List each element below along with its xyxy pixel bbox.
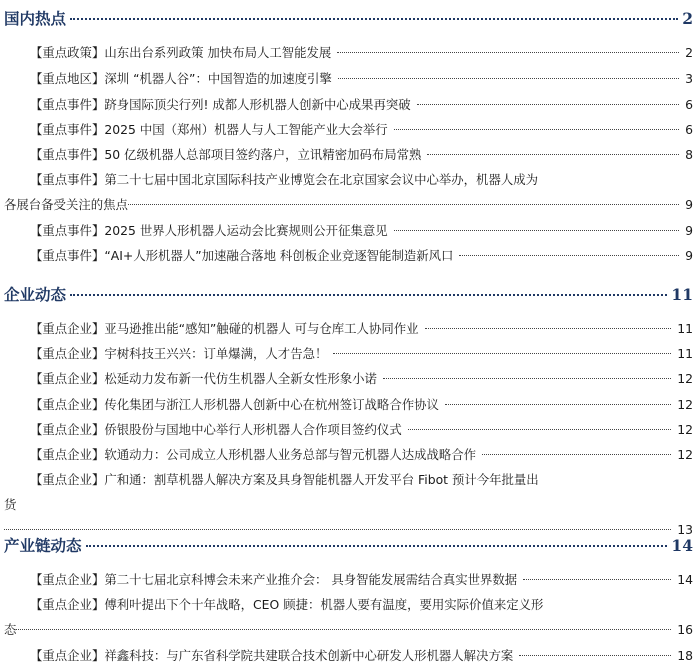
dot-leader: [70, 294, 667, 296]
dot-leader: [408, 429, 672, 430]
toc-entry-page: 8: [685, 147, 693, 162]
toc-entry-page: 6: [685, 97, 693, 112]
toc-entry[interactable]: [30, 316, 693, 341]
toc-entry-page: 12: [677, 422, 693, 437]
toc-entry-label: 【重点企业】祥鑫科技：与广东省科学院共建联合技术创新中心研发人形机器人解决方案: [30, 648, 514, 663]
dot-leader: [523, 579, 671, 580]
toc-entry-label: 【重点企业】广和通：割草机器人解决方案及具身智能机器人开发平台 Fibot 预计今年批量出: [30, 472, 539, 487]
toc-entry-page: 9: [685, 248, 693, 263]
section-title: 产业链动态: [4, 536, 82, 555]
dot-leader: [394, 129, 679, 130]
toc-entry[interactable]: [30, 417, 693, 442]
dot-leader: [383, 378, 671, 379]
toc-entry[interactable]: [30, 243, 693, 268]
dot-leader: [4, 529, 671, 530]
toc-entry-label: 【重点事件】第二十七届中国北京国际科技产业博览会在北京国家会议中心举办，机器人成为: [30, 172, 539, 187]
dot-leader: [70, 18, 678, 20]
toc-entry[interactable]: [30, 643, 693, 668]
dot-leader: [482, 454, 671, 455]
toc-entry-page: 13: [677, 522, 693, 537]
toc-entry[interactable]: [4, 467, 693, 542]
toc-entry-label-continued: 态: [4, 622, 17, 637]
dot-leader: [16, 629, 671, 630]
toc-section-heading[interactable]: [4, 534, 693, 556]
toc-entry[interactable]: [30, 40, 693, 65]
toc-entry[interactable]: [30, 392, 693, 417]
toc-section-heading[interactable]: [4, 283, 693, 305]
toc-entry-label: 【重点事件】“AI+人形机器人”加速融合落地 科创板企业竞逐智能制造新风口: [30, 248, 454, 263]
toc-entry[interactable]: [30, 117, 693, 142]
dot-leader: [427, 154, 679, 155]
toc-entry[interactable]: [30, 218, 693, 243]
section-page-number: 14: [671, 536, 693, 555]
toc-entry-page: 9: [685, 223, 693, 238]
toc-entry-page: 2: [685, 45, 693, 60]
toc-section-heading[interactable]: [4, 7, 693, 29]
dot-leader: [417, 104, 679, 105]
toc-entry-page: 3: [685, 71, 693, 86]
toc-entry-page: 11: [677, 346, 693, 361]
section-title: 企业动态: [4, 285, 67, 304]
dot-leader: [338, 78, 679, 79]
toc-entry-label: 【重点事件】50 亿级机器人总部项目签约落户，立讯精密加码布局常熟: [30, 147, 422, 162]
toc-entry[interactable]: [4, 167, 693, 217]
dot-leader: [333, 353, 671, 354]
toc-entry-label: 【重点企业】传化集团与浙江人形机器人创新中心在杭州签订战略合作协议: [30, 397, 439, 412]
toc-entry[interactable]: [30, 567, 693, 592]
toc-entry[interactable]: [30, 142, 693, 167]
dot-leader: [86, 545, 668, 547]
dot-leader: [394, 230, 679, 231]
toc-entry[interactable]: [30, 366, 693, 391]
toc-entry-label: 【重点企业】侨银股份与国地中心举行人形机器人合作项目签约仪式: [30, 422, 402, 437]
toc-entry-label: 【重点事件】2025 中国（郑州）机器人与人工智能产业大会举行: [30, 122, 388, 137]
toc-entry-label: 【重点政策】山东出台系列政策 加快布局人工智能发展: [30, 45, 332, 60]
toc-entry-label: 【重点事件】2025 世界人形机器人运动会比赛规则公开征集意见: [30, 223, 388, 238]
dot-leader: [337, 52, 679, 53]
toc-entry-label: 【重点事件】跻身国际顶尖行列! 成都人形机器人创新中心成果再突破: [30, 97, 411, 112]
toc-entry-label: 【重点企业】傅利叶提出下个十年战略，CEO 顾捷：机器人要有温度，要用实际价值来定义形: [30, 597, 544, 612]
toc-entry-label: 【重点企业】亚马逊推出能“感知”触碰的机器人 可与仓库工人协同作业: [30, 321, 419, 336]
toc-entry-page: 12: [677, 397, 693, 412]
section-title: 国内热点: [4, 9, 67, 28]
toc-entry[interactable]: [30, 341, 693, 366]
toc-entry-page: 12: [677, 371, 693, 386]
toc-entry-page: 18: [677, 648, 693, 663]
toc-entry-label: 【重点企业】软通动力：公司成立人形机器人业务总部与智元机器人达成战略合作: [30, 447, 477, 462]
dot-leader: [459, 255, 679, 256]
dot-leader: [519, 655, 671, 656]
toc-entry-page: 12: [677, 447, 693, 462]
toc-entry-label: 【重点企业】宇树科技王兴兴：订单爆满，人才告急！: [30, 346, 328, 361]
toc-entry[interactable]: [30, 442, 693, 467]
toc-entry-page: 6: [685, 122, 693, 137]
toc-entry-label-continued: 货: [4, 497, 17, 512]
dot-leader: [128, 204, 679, 205]
toc-entry-label: 【重点地区】深圳 “机器人谷”：中国智造的加速度引擎: [30, 71, 332, 86]
toc-entry-label: 【重点企业】松延动力发布新一代仿生机器人全新女性形象小诺: [30, 371, 377, 386]
dot-leader: [445, 404, 671, 405]
toc-entry[interactable]: [4, 592, 693, 642]
toc-entry-label: 【重点企业】第二十七届北京科博会未来产业推介会： 具身智能发展需结合真实世界数据: [30, 572, 518, 587]
toc-entry-page: 16: [677, 622, 693, 637]
section-page-number: 2: [682, 9, 693, 28]
toc-entry-page: 9: [685, 197, 693, 212]
section-page-number: 11: [671, 285, 693, 304]
toc-entry-label-continued: 各展台备受关注的焦点: [4, 197, 128, 212]
toc-entry[interactable]: [30, 66, 693, 91]
toc-entry-page: 14: [677, 572, 693, 587]
toc-entry[interactable]: [30, 92, 693, 117]
dot-leader: [425, 328, 672, 329]
toc-entry-page: 11: [677, 321, 693, 336]
